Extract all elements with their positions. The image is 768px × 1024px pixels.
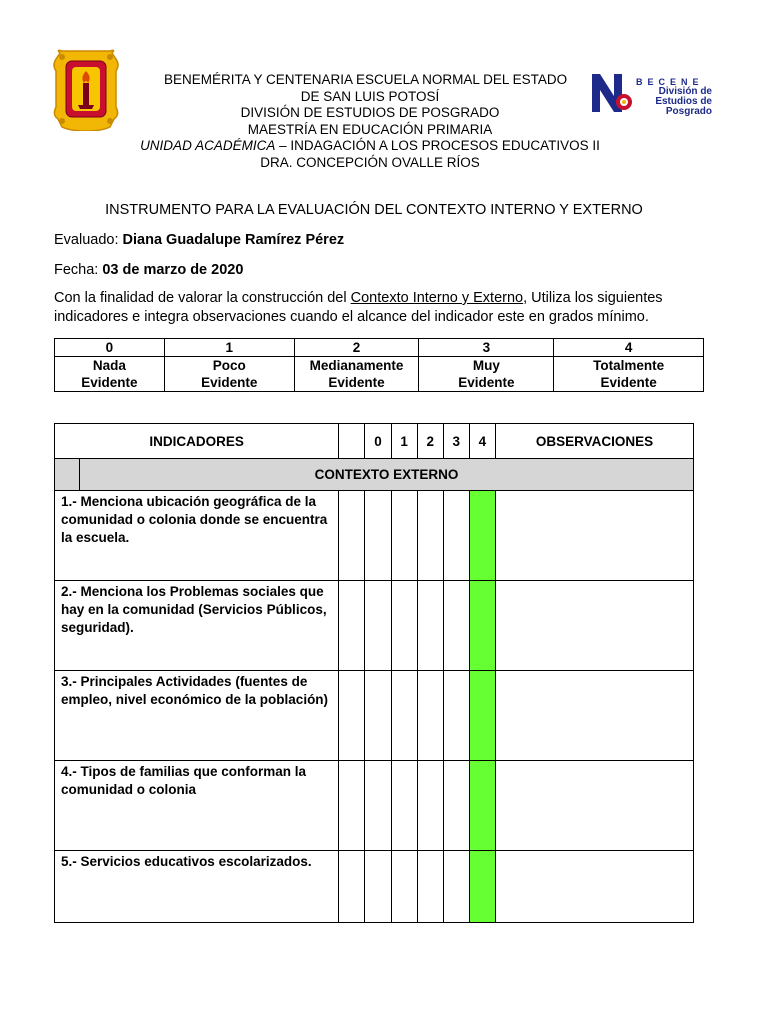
score-header-4: 4 bbox=[469, 424, 495, 459]
blank-score-cell bbox=[339, 761, 365, 851]
header-line-3: DIVISIÓN DE ESTUDIOS DE POSGRADO bbox=[240, 105, 500, 121]
scale-number: 3 bbox=[419, 339, 554, 357]
intro-part-1: Con la finalidad de valorar la construcción del bbox=[54, 290, 351, 306]
rating-scale-table bbox=[54, 338, 704, 392]
score-cell-1[interactable] bbox=[391, 671, 417, 761]
header-line-5 bbox=[120, 138, 620, 155]
becene-logo bbox=[590, 72, 712, 117]
observaciones-cell[interactable] bbox=[495, 491, 693, 581]
intro-paragraph bbox=[54, 289, 704, 327]
indicator-text: 3.- Principales Actividades (fuentes de empleo, nivel económico de la población) bbox=[55, 671, 339, 761]
indicator-row bbox=[55, 761, 694, 851]
indicator-text: 2.- Menciona los Problemas sociales que hay en la comunidad (Servicios Públicos, seguridad). bbox=[55, 581, 339, 671]
score-cell-4[interactable] bbox=[469, 581, 495, 671]
indicator-row bbox=[55, 671, 694, 761]
observaciones-cell[interactable] bbox=[495, 761, 693, 851]
unit-value: – INDAGACIÓN A LOS PROCESOS EDUCATIVOS II bbox=[275, 138, 600, 154]
score-cell-0[interactable] bbox=[365, 851, 391, 923]
becene-wordmark: BECENE bbox=[636, 77, 704, 87]
score-header-0: 0 bbox=[365, 424, 391, 459]
indicator-text: 4.- Tipos de familias que conforman la comunidad o colonia bbox=[55, 761, 339, 851]
scale-label-row bbox=[55, 357, 704, 392]
document-header bbox=[120, 72, 620, 172]
becene-line-2: Estudios de bbox=[655, 96, 712, 107]
section-row bbox=[55, 459, 694, 491]
score-header-3: 3 bbox=[443, 424, 469, 459]
indicator-row bbox=[55, 581, 694, 671]
section-title: CONTEXTO EXTERNO bbox=[80, 459, 694, 491]
evaluado-label: Evaluado: bbox=[54, 232, 123, 248]
score-cell-1[interactable] bbox=[391, 761, 417, 851]
evaluado-value: Diana Guadalupe Ramírez Pérez bbox=[122, 232, 345, 248]
score-cell-4[interactable] bbox=[469, 491, 495, 581]
score-cell-3[interactable] bbox=[443, 581, 469, 671]
score-cell-2[interactable] bbox=[417, 491, 443, 581]
blank-score-cell bbox=[339, 671, 365, 761]
scale-label: Medianamente Evidente bbox=[294, 357, 419, 392]
table-header-row bbox=[55, 424, 694, 459]
score-cell-1[interactable] bbox=[391, 491, 417, 581]
becene-line-1: División de bbox=[658, 86, 712, 97]
fecha-field bbox=[54, 262, 243, 278]
score-cell-3[interactable] bbox=[443, 761, 469, 851]
blank-score-cell bbox=[339, 851, 365, 923]
scale-number: 2 bbox=[294, 339, 419, 357]
indicadores-header: INDICADORES bbox=[55, 424, 339, 459]
blank-score-cell bbox=[339, 491, 365, 581]
header-line-2: DE SAN LUIS POTOSÍ bbox=[300, 88, 440, 104]
score-cell-0[interactable] bbox=[365, 581, 391, 671]
scale-label: Poco Evidente bbox=[164, 357, 294, 392]
score-cell-2[interactable] bbox=[417, 581, 443, 671]
scale-number: 4 bbox=[554, 339, 704, 357]
score-cell-0[interactable] bbox=[365, 761, 391, 851]
observaciones-cell[interactable] bbox=[495, 581, 693, 671]
score-cell-2[interactable] bbox=[417, 851, 443, 923]
score-cell-2[interactable] bbox=[417, 761, 443, 851]
observaciones-cell[interactable] bbox=[495, 671, 693, 761]
score-header-1: 1 bbox=[391, 424, 417, 459]
evaluado-field bbox=[54, 232, 344, 248]
blank-score-header bbox=[339, 424, 365, 459]
observaciones-cell[interactable] bbox=[495, 851, 693, 923]
header-line-1: BENEMÉRITA Y CENTENARIA ESCUELA NORMAL DEL ESTADO bbox=[164, 72, 568, 87]
score-header-2: 2 bbox=[417, 424, 443, 459]
blank-score-cell bbox=[339, 581, 365, 671]
indicator-row bbox=[55, 491, 694, 581]
fecha-value: 03 de marzo de 2020 bbox=[102, 262, 244, 278]
scale-number: 1 bbox=[164, 339, 294, 357]
indicator-text: 1.- Menciona ubicación geográfica de la comunidad o colonia donde se encuentra la escuela. bbox=[55, 491, 339, 581]
score-cell-3[interactable] bbox=[443, 671, 469, 761]
scale-label: Nada Evidente bbox=[55, 357, 165, 392]
observaciones-header: OBSERVACIONES bbox=[495, 424, 693, 459]
fecha-label: Fecha: bbox=[54, 262, 103, 278]
intro-part-2: , Utiliza los siguientes indicadores e integra observaciones cuando el alcance del indicador este en grados mínimo. bbox=[54, 290, 663, 325]
indicator-row bbox=[55, 851, 694, 923]
indicator-text: 5.- Servicios educativos escolarizados. bbox=[55, 851, 339, 923]
score-cell-4[interactable] bbox=[469, 761, 495, 851]
scale-number-row bbox=[55, 339, 704, 357]
section-blank-cell bbox=[55, 459, 80, 491]
scale-number: 0 bbox=[55, 339, 165, 357]
score-cell-4[interactable] bbox=[469, 851, 495, 923]
instrument-title: INSTRUMENTO PARA LA EVALUACIÓN DEL CONTEXTO INTERNO Y EXTERNO bbox=[105, 202, 643, 218]
score-cell-0[interactable] bbox=[365, 491, 391, 581]
header-line-6: DRA. CONCEPCIÓN OVALLE RÍOS bbox=[260, 154, 480, 170]
score-cell-1[interactable] bbox=[391, 581, 417, 671]
scale-label: Muy Evidente bbox=[419, 357, 554, 392]
scale-label: Totalmente Evidente bbox=[554, 357, 704, 392]
school-crest-logo bbox=[52, 47, 120, 131]
score-cell-4[interactable] bbox=[469, 671, 495, 761]
indicators-table bbox=[54, 423, 694, 923]
score-cell-2[interactable] bbox=[417, 671, 443, 761]
intro-underlined-term: Contexto Interno y Externo bbox=[350, 290, 524, 306]
score-cell-3[interactable] bbox=[443, 851, 469, 923]
becene-line-3: Posgrado bbox=[665, 106, 712, 117]
unit-label: UNIDAD ACADÉMICA bbox=[140, 138, 276, 154]
header-line-4: MAESTRÍA EN EDUCACIÓN PRIMARIA bbox=[247, 121, 493, 137]
score-cell-0[interactable] bbox=[365, 671, 391, 761]
score-cell-1[interactable] bbox=[391, 851, 417, 923]
score-cell-3[interactable] bbox=[443, 491, 469, 581]
